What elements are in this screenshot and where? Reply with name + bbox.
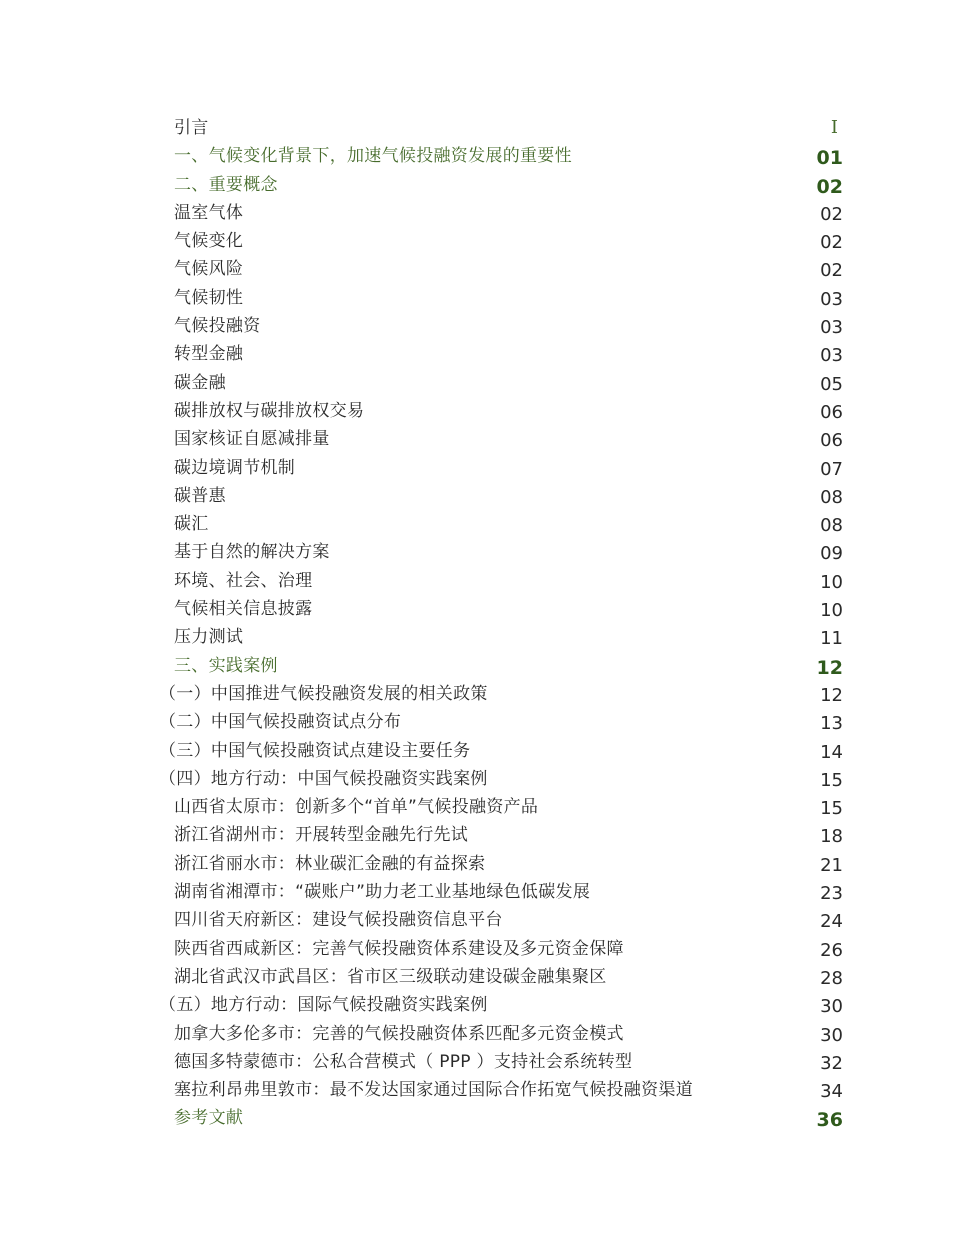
toc-entry-title: 引言 [174,118,209,138]
toc-entry[interactable] [0,397,954,425]
toc-entry[interactable] [0,906,954,934]
toc-entry-title: 一、气候变化背景下，加速气候投融资发展的重要性 [174,146,572,167]
toc-entry[interactable] [0,312,954,340]
toc-entry[interactable] [0,1076,954,1104]
toc-entry-page-number: 02 [820,260,843,282]
toc-entry[interactable] [0,652,954,680]
toc-entry-page-number: 28 [820,967,843,989]
toc-entry-title: 湖南省湘潭市：“碳账户”助力老工业基地绿色低碳发展 [174,882,591,903]
toc-entry[interactable] [0,340,954,368]
toc-entry-title: 浙江省丽水市：林业碳汇金融的有益探索 [174,853,486,874]
toc-entry-title: 加拿大多伦多市：完善的气候投融资体系匹配多元资金模式 [174,1023,624,1044]
toc-entry-page-number: 10 [820,600,843,622]
toc-entry[interactable] [0,255,954,283]
toc-entry[interactable] [0,284,954,312]
toc-entry-title: 国家核证自愿减排量 [174,429,330,450]
toc-entry[interactable] [0,878,954,906]
toc-entry[interactable] [0,538,954,566]
toc-entry-title: 压力测试 [174,627,244,648]
toc-entry-page-number: 30 [820,1024,843,1046]
toc-entry-title: 气候韧性 [174,287,244,308]
toc-entry[interactable] [0,227,954,255]
toc-entry[interactable] [0,425,954,453]
toc-entry-page-number: 09 [820,543,843,565]
toc-entry[interactable] [0,142,954,170]
toc-entry-page-number: 24 [820,911,843,933]
toc-entry[interactable] [0,765,954,793]
toc-entry[interactable] [0,963,954,991]
toc-entry-title: 气候变化 [174,231,244,252]
toc-entry-page-number: 10 [820,571,843,593]
table-of-contents [0,114,954,1133]
toc-entry[interactable] [0,623,954,651]
toc-entry[interactable] [0,708,954,736]
toc-entry-page-number: 15 [820,769,843,791]
toc-entry-page-number: 12 [816,656,843,679]
toc-entry-page-number: 08 [820,515,843,537]
toc-entry-title: 参考文献 [174,1108,244,1129]
toc-entry-title: 碳排放权与碳排放权交易 [174,400,365,421]
toc-entry[interactable] [0,1104,954,1132]
toc-entry-title: 碳普惠 [174,485,226,506]
toc-entry-title: 陕西省西咸新区：完善气候投融资体系建设及多元资金保障 [174,938,624,959]
toc-entry[interactable] [0,1020,954,1048]
toc-entry-page-number: 03 [820,317,843,339]
toc-entry[interactable] [0,482,954,510]
toc-entry[interactable] [0,114,954,142]
toc-entry-title: 四川省天府新区：建设气候投融资信息平台 [174,910,503,931]
toc-entry-page-number: 02 [820,232,843,254]
toc-entry-page-number: 36 [816,1109,843,1132]
toc-entry-page-number: 32 [820,1052,843,1074]
toc-entry-title: 温室气体 [174,202,244,223]
toc-entry-title: 德国多特蒙德市：公私合营模式（ PPP ）支持社会系统转型 [174,1051,633,1072]
toc-entry-title: 塞拉利昂弗里敦市：最不发达国家通过国际合作拓宽气候投融资渠道 [174,1080,693,1101]
toc-entry-title: 气候相关信息披露 [174,599,313,620]
toc-entry-title: 环境、社会、治理 [174,570,313,591]
toc-entry-page-number: 26 [820,939,843,961]
toc-entry-title: （一）中国推进气候投融资发展的相关政策 [159,683,488,704]
toc-entry-title: 碳金融 [174,372,226,393]
toc-entry-title: 碳边境调节机制 [174,457,296,478]
toc-entry[interactable] [0,991,954,1019]
toc-entry[interactable] [0,369,954,397]
toc-entry-title: 气候投融资 [174,316,261,337]
toc-entry-title: 三、实践案例 [174,655,278,676]
toc-entry[interactable] [0,171,954,199]
toc-entry[interactable] [0,1048,954,1076]
toc-entry-page-number: 15 [820,798,843,820]
toc-entry-page-number: 02 [820,203,843,225]
toc-entry[interactable] [0,737,954,765]
toc-entry-title: 基于自然的解决方案 [174,542,330,563]
toc-entry-page-number: I [830,117,838,138]
toc-entry-title: 浙江省湖州市：开展转型金融先行先试 [174,825,469,846]
toc-entry-page-number: 23 [820,883,843,905]
toc-entry[interactable] [0,199,954,227]
toc-entry-page-number: 11 [820,628,843,650]
toc-entry[interactable] [0,510,954,538]
toc-entry-page-number: 08 [820,486,843,508]
toc-entry-title: 碳汇 [174,514,209,535]
toc-entry-title: （四）地方行动：中国气候投融资实践案例 [159,768,488,789]
toc-entry-title: 湖北省武汉市武昌区：省市区三级联动建设碳金融集聚区 [174,966,607,987]
toc-entry-page-number: 12 [820,684,843,706]
toc-entry-page-number: 02 [816,175,843,198]
toc-entry-page-number: 03 [820,288,843,310]
toc-entry-page-number: 34 [820,1081,843,1103]
toc-entry[interactable] [0,793,954,821]
toc-entry-page-number: 14 [820,741,843,763]
toc-entry-title: （三）中国气候投融资试点建设主要任务 [159,740,471,761]
toc-entry-title: 二、重要概念 [174,174,278,195]
toc-entry-page-number: 03 [820,345,843,367]
toc-entry[interactable] [0,935,954,963]
toc-entry-page-number: 30 [820,996,843,1018]
toc-entry-page-number: 07 [820,458,843,480]
toc-entry-page-number: 21 [820,854,843,876]
toc-entry-page-number: 01 [816,147,843,170]
toc-entry-title: 山西省太原市：创新多个“首单”气候投融资产品 [174,797,539,818]
toc-entry[interactable] [0,595,954,623]
toc-entry-title: （五）地方行动：国际气候投融资实践案例 [159,995,488,1016]
toc-entry-title: （二）中国气候投融资试点分布 [159,712,402,733]
toc-entry-page-number: 06 [820,430,843,452]
toc-entry-page-number: 13 [820,713,843,735]
toc-entry[interactable] [0,454,954,482]
toc-entry-page-number: 05 [820,373,843,395]
toc-entry[interactable] [0,821,954,849]
toc-entry-title: 气候风险 [174,259,244,280]
toc-entry[interactable] [0,680,954,708]
toc-entry-title: 转型金融 [174,344,244,365]
toc-entry[interactable] [0,567,954,595]
toc-entry-page-number: 06 [820,401,843,423]
toc-entry[interactable] [0,850,954,878]
toc-entry-page-number: 18 [820,826,843,848]
